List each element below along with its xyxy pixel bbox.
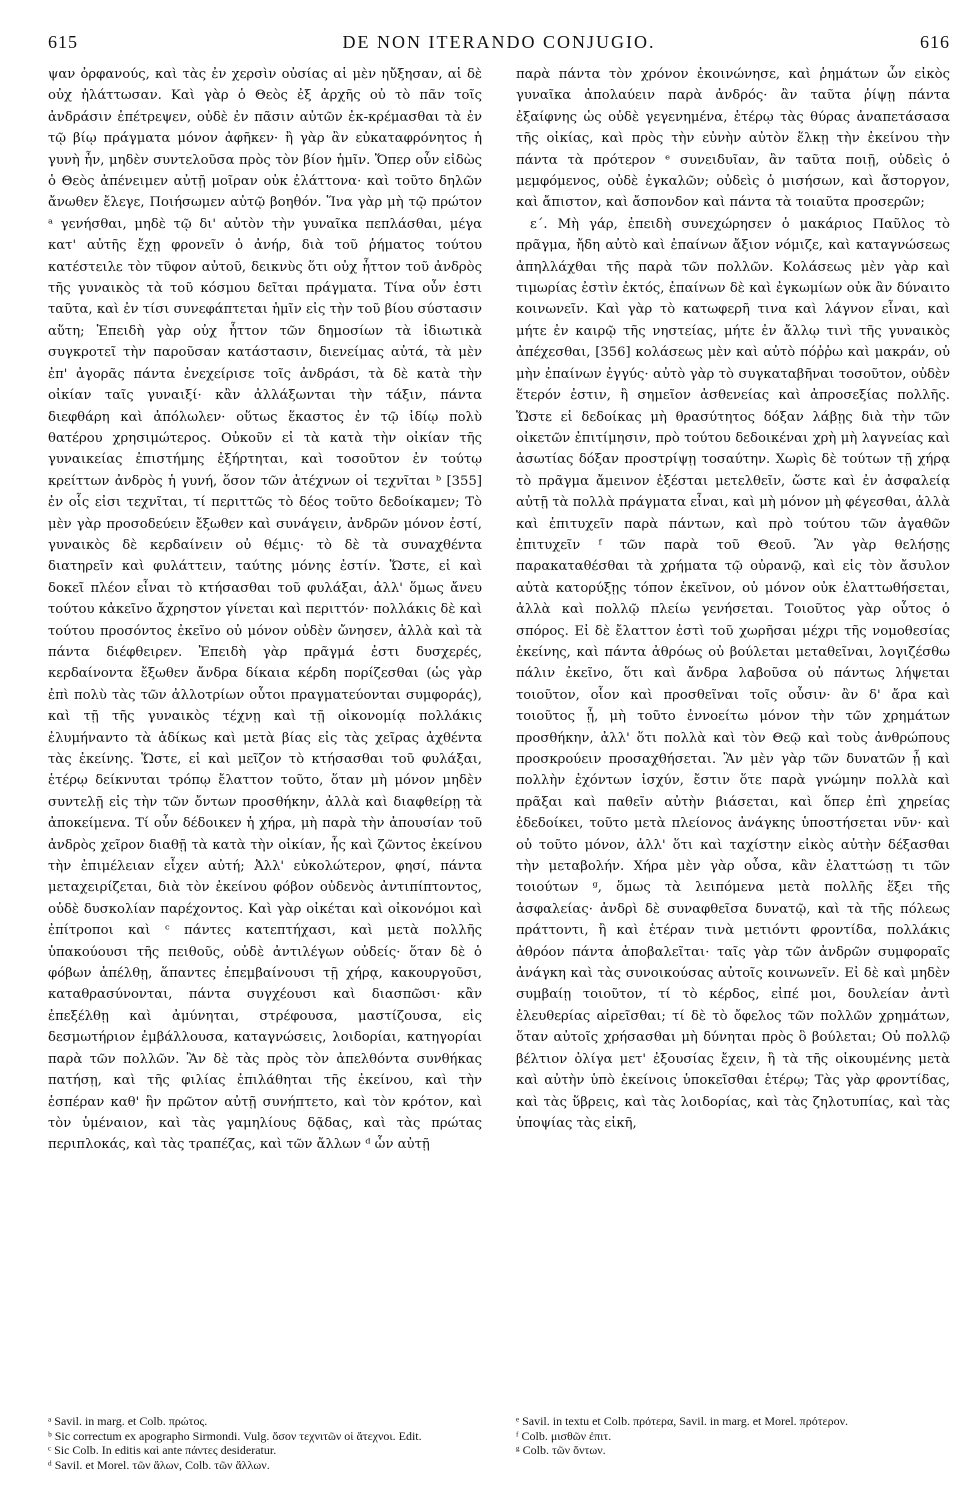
left-column-paragraph: ψαν ὀρφανούς, καὶ τὰς ἐν χερσὶν οὐσίας αἱ μὲν ηὔξησαν, αἱ δὲ οὐχ ἠλάττωσαν. Καὶ γὰρ ὁ Θεὸς ἐξ ἀρχῆς οὐ τὸ πᾶν τοῖς ἀνδράσιν ἐπέτρεψεν, οὐδὲ ἐν πᾶσιν αὐτῶν ἐκ-κρέμασθαι τὰ ἐν τῷ βίῳ πράγματα μόνον ἀφῆκεν· ἢ γὰρ ἂν εὐκαταφρόνητος ἡ γυνὴ ἦν, μηδὲν συντελοῦσα πρὸς τὸν βίον ἡμῖν. Ὅπερ οὖν εἰδὼς ὁ Θεὸς ἀπένειμεν αὐτῇ μοῖραν οὐκ ἐλάττονα· καὶ τοῦτο δηλῶν ἄνωθεν ἔλεγε, Ποιήσωμεν αὐτῷ βοηθόν. Ἵνα γὰρ μὴ τῷ πρώτον ᵃ γενήσθαι, μηδὲ τῷ δι' αὐτὸν τὴν γυναῖκα πεπλάσθαι, μέγα κατ' αὐτῆς ἔχῃ φρονεῖν ὁ ἀνήρ, διὰ τοῦ ῥήματος τούτου κατέστειλε τὸν τῦφον αὐτοῦ, δεικνὺς ὅτι οὐχ ἧττον τοῦ ἀνδρὸς τῆς γυναικὸς τὰ τοῦ κόσμου δεῖται πράγματα. Τίνα οὖν ἐστι ταῦτα, καὶ ἐν τίσι συνεφάπτεται ἡμῖν εἰς τὴν τοῦ βίου σύστασιν αὕτη; Ἐπειδὴ γὰρ οὐχ ἧττον τῶν δημοσίων τὰ ἰδιωτικὰ συγκροτεῖ τὴν παροῦσαν κατάστασιν, διενείμας αὐτά, τὰ μὲν ἐπ' ἀγορᾶς πάντα ἐνεχείρισε τοῖς ἀνδράσι, τὰ δὲ κατὰ τὴν οἰκίαν ταῖς γυναιξί· κἂν ἀλλάξωνται τὴν τάξιν, πάντα διεφθάρη καὶ ἀπόλωλεν· οὕτως ἕκαστος ἐν τῷ ἰδίῳ πολὺ θατέρου χρησιμώτερος. Οὐκοῦν εἰ τὰ κατὰ τὴν οἰκίαν τῆς γυναικείας ἐπιστήμης ἐξήρτηται, καὶ τοσοῦτον ἐν τούτῳ κρείττων ἀνδρὸς ἡ γυνή, ὅσον τῶν ἀτέχνων οἱ τεχνῖται ᵇ [355] ἐν οἷς εἰσι τεχνῖται, τί περιττῶς τὸ δέος τοῦτο δεδοίκαμεν; Τὸ μὲν γὰρ προσοδεύειν ἔξωθεν καὶ συνάγειν, ἀνδρῶν μόνον ἐστί, γυναικὸς δὲ κερδαίνειν οὐ θέμις· τὸ δὲ τὰ συναχθέντα διατηρεῖν καὶ φυλάττειν, ταύτης μόνης ἐστίν. Ὥστε, εἰ καὶ δοκεῖ πλέον εἶναι τὸ κτήσασθαι τοῦ φυλάξαι, ἀλλ' ὅμως ἄνευ τούτου κἀκεῖνο ἄχρηστον γίνεται καὶ περιττόν· πολλάκις δὲ καὶ τούτου προσόντος ἐκεῖνο οὐ μόνον οὐδὲν ὤνησεν, ἀλλὰ καὶ τὰ πάντα διέφθειρεν. Ἐπειδὴ γὰρ πρᾶγμά ἐστι δυσχερές, κερδαίνοντα ἔξωθεν ἄνδρα δίκαια κέρδη πορίζεσθαι (ὡς γὰρ ἐπὶ πολὺ τὰς τῶν ἀλλοτρίων οὗτοι πραγματεύονται συμφοράς), καὶ τῇ τῆς γυναικὸς τέχνῃ καὶ τῇ οἰκονομίᾳ πολλάκις ἐλυμήναντο τὰ ἀδίκως καὶ μετὰ βίας εἰς τὰς χεῖρας ἀχθέντα τὰς ἐκείνης. Ὥστε, εἰ καὶ μεῖζον τὸ κτήσασθαι τοῦ φυλάξαι, ἑτέρῳ δείκνυται τρόπῳ ἔλαττον τοῦτο, ὅταν μὴ μόνον μηδὲν συντελῇ εἰς τὴν τῶν ὄντων προσθήκην, ἀλλὰ καὶ διαφθείρῃ τὰ ἀποκείμενα. Τί οὖν δέδοικεν ἡ χήρα, μὴ παρὰ τὴν ἀπουσίαν τοῦ ἀνδρὸς χεῖρον διαθῇ τὰ κατὰ τὴν οἰκίαν, ἧς καὶ ζῶντος ἐκείνου τὴν ἐπιμέλειαν εἶχεν αὐτή; Ἀλλ' εὐκολώτερον, φησί, πάντα μεταχειρίζεται, διὰ τὸν ἐκείνου φόβον οὐδενὸς ἀντιπίπτοντος, οὐδὲ δυσκολίαν παρέχοντος. Καὶ γὰρ οἰκέται καὶ οἰκονόμοι καὶ ἐπίτροποι καὶ ᶜ πάντες κατεπτήχασι, καὶ μετὰ πολλῆς ὑπακούουσι τῆς πειθοῦς, οὐδὲ ἀντιλέγων οὐδείς· ὅταν δὲ ὁ φόβων ἀπέλθῃ, ἅπαντες ἐπεμβαίνουσι τῇ χήρᾳ, κακουργοῦσι, καταθρασύνονται, πάντα συγχέουσι καὶ διασπῶσι· κἂν ἐπεξέλθῃ καὶ ἀμύνηται, στρέφουσα, μαστίζουσα, εἰς δεσμωτήριον ἐμβάλλουσα, καταγνώσεις, λοιδορίαι, κατηγορίαι παρὰ τῶν πολλῶν. Ἂν δὲ τὰς πρὸς τὸν ἀπελθόντα συνθήκας πατήσῃ, καὶ τῆς φιλίας ἐπιλάθηται τῆς ἐκείνου, καὶ τὴν ἑσπέραν καθ' ἣν πρῶτον αὐτῇ συνήπτετο, καὶ τὸν κρότον, καὶ τὸν ὑμέναιον, καὶ τὰς γαμηλίους δᾷδας, καὶ τὰς πρώτας περιπλοκάς, καὶ τὰς τραπέζας, καὶ τῶν ἄλλων ᵈ ὧν αὐτῇ [48,67,482,1153]
page-number-left: 615 [48,32,78,52]
page-number-right: 616 [920,32,950,52]
footnote: ᶠ Colb. μισθῶν ἐπιτ. [516,1428,612,1443]
footnotes [48,1414,950,1472]
footnotes-left [48,1414,482,1472]
footnote: ᵍ Colb. τῶν ὄντων. [516,1443,606,1457]
text-columns [48,64,950,1414]
left-column [48,64,482,1414]
footnote: ᵇ Sic correctum ex apographo Sirmondi. Vulg. ὅσον τεχνιτῶν οἱ ἄτεχνοι. Edit. [48,1428,422,1443]
footnote: ᵈ Savil. et Morel. τῶν ἄλων, Colb. τῶν ἄλλων. [48,1457,270,1472]
footnote: ᶜ Sic Colb. In editis καὶ ante πάντες desideratur. [48,1443,277,1457]
footnote: ᵉ Savil. in textu et Colb. πρότερα, Savil. in marg. et Morel. πρότερον. [516,1414,849,1428]
running-title: DE NON ITERANDO CONJUGIO. [342,32,656,52]
right-column [516,64,950,1414]
right-column-paragraph: ε΄. Μὴ γάρ, ἐπειδὴ συνεχώρησεν ὁ μακάριος Παῦλος τὸ πρᾶγμα, ἤδη αὐτὸ καὶ ἐπαίνων ἄξιον νόμιζε, καὶ καταγνώσεως ἀπηλλάχθαι τῆς παρὰ τῶν πολλῶν. Κολάσεως μὲν γὰρ καὶ τιμωρίας ἐστὶν ἐκτός, ἐπαίνων δὲ καὶ ἐγκωμίων οὐκ ἂν δύναιτο κοινωνεῖν. Καὶ γὰρ τὸ κατωφερῆ τινα καὶ λάγνον εἶναι, καὶ μήτε ἐν καιρῷ τῆς νηστείας, μήτε ἐν ἄλλῳ τινὶ τῆς γυναικὸς ἀπέχεσθαι, [356] κολάσεως μὲν καὶ αὐτὸ πόῤῥω καὶ μακράν, οὐ μὴν ἐπαίνων ἐγγύς· αὐτὸ γὰρ τὸ συγκαταβῆναι τοσοῦτον, οὐδὲν ἕτερόν ἐστιν, ἢ σημεῖον ἀσθενείας καὶ ἀπροσεξίας πολλῆς. Ὥστε εἰ δεδοίκας μὴ θρασύτητος δόξαν λάβῃς διὰ τὴν τῶν οἰκετῶν ἐπιτίμησιν, πρὸ τούτου δεδοικέναι χρὴ μὴ λαγνείας καὶ ἀσωτίας δόξαν προστρίψῃ τοσαύτην. Χωρὶς δὲ τούτων τῇ χήρᾳ τὸ πρᾶγμα ἄμεινον ἐξέσται μετελθεῖν, ὥστε καὶ ἐν ἀσφαλείᾳ αὐτῇ τὰ πολλὰ πράγματα εἶναι, καὶ μὴ μόνον μὴ φέγεσθαι, ἀλλὰ καὶ ἐπιτυχεῖν παρὰ πάντων, καὶ πρὸ τούτου τῶν ἀγαθῶν ἐπιτυχεῖν ᶠ τῶν παρὰ τοῦ Θεοῦ. Ἂν γὰρ θελήσῃς παρακαταθέσθαι τὰ χρήματα τῷ οὐρανῷ, καὶ εἰς τὸν ἄσυλον αὐτὰ κατορύξῃς τόπον ἐκεῖνον, οὐ μόνον οὐκ ἐλαττωθήσεται, ἀλλὰ καὶ πολλῷ πλείω γενήσεται. Τοιοῦτος γὰρ οὗτος ὁ σπόρος. Εἰ δὲ ἔλαττον ἐστὶ τοῦ χωρῆσαι μέχρι τῆς νομοθεσίας ἐκείνης, καὶ πάντα ἀθρόως οὐ βούλεται μεταθεῖναι, λογιζέσθω πάλιν ἐκεῖνο, ὅτι καὶ ἄνδρα λαβοῦσα οὐ πάντως λήψεται τοιοῦτον, οἷον καὶ προσθεῖναι τοῖς οὖσιν· ἂν δ' ἄρα καὶ τοιοῦτος ᾖ, μὴ τοῦτο ἐννοείτω μόνον τὴν τῶν χρημάτων προσθήκην, ἀλλ' ὅτι πολλὰ καὶ τὸν Θεῷ καὶ τοὺς ἀνθρώπους προσκρούειν προσαχθήσεται. Ἂν μὲν γὰρ τῶν δυνατῶν ᾖ καὶ πολλὴν ἐχόντων ἰσχύν, ἔστιν ὅτε παρὰ γνώμην πολλὰ καὶ πρᾶξαι καὶ παθεῖν αὐτὴν βιάσεται, καὶ ὅπερ ἐπὶ χηρείας ἐδεδοίκει, τοῦτο μετὰ πλείονος ἀνάγκης ὑποστήσεται νῦν· καὶ οὐ τοῦτο μόνον, ἀλλ' ὅτι καὶ ταχίστην εἰκὸς αὐτὴν δέξασθαι τὴν μεταβολήν. Χήρα μὲν γὰρ οὖσα, κἂν ἐλαττώσῃ τι τῶν τοιούτων ᵍ, ὅμως τὰ λειπόμενα μετὰ πολλῆς ἕξει τῆς ἀσφαλείας· ἀνδρὶ δὲ συναφθεῖσα δυνατῷ, καὶ τὰ τῆς πόλεως πράττοντι, ἢ καὶ ἑτέραν τινὰ μετιόντι φροντίδα, πολλάκις ἀθρόον πάντα ἀποβαλεῖται· ταῖς γὰρ τῶν ἀνδρῶν συμφοραῖς ἀνάγκη καὶ τὰς συνοικούσας αὐτοῖς κοινωνεῖν. Εἰ δὲ καὶ μηδὲν συμβαίῃ τοιοῦτον, τί τὸ κέρδος, εἰπέ μοι, δουλείαν ἀντὶ ἐλευθερίας αἱρεῖσθαι; τί δὲ τὸ ὄφελος τῶν πολλῶν χρημάτων, ὅταν αὐτοῖς χρήσασθαι μὴ δύνηται πρὸς ὃ βούλεται; Οὐ πολλῷ βέλτιον ὀλίγα μετ' ἐξουσίας ἔχειν, ἢ τὰ τῆς οἰκουμένης μετὰ καὶ αὐτὴν ὑπὸ ἐκείνοις ὑποκεῖσθαι ἑτέρῳ; Τὰς γὰρ φροντίδας, καὶ τὰς ὕβρεις, καὶ τὰς λοιδορίας, καὶ τὰς ζηλοτυπίας, καὶ τὰς ὑποψίας τὰς εἰκῆ, [516,216,950,1131]
right-column-paragraph: παρὰ πάντα τὸν χρόνον ἐκοινώνησε, καὶ ῥημάτων ὧν εἰκὸς γυναῖκα ἀπολαύειν παρὰ ἀνδρός· ἂν ταῦτα ῥίψῃ πάντα ἐξαίφνης ὡς οὐδὲ γεγενημένα, ἑτέρῳ τὰς θύρας ἀναπετάσασα τῆς οἰκίας, καὶ πρὸς τὴν εὐνὴν αὐτὸν ἕλκῃ τὴν ἐκείνου τὴν πάντα τὰ πρότερον ᵉ συνειδυῖαν, ἂν ταῦτα ποιῇ, οὐδεὶς ὁ μεμφόμενος, οὐδὲ ἐγκαλῶν; οὐδεὶς ὁ μισήσων, καὶ ἄστοργον, καὶ ἄπιστον, καὶ ἄσπονδον καὶ πάντα τὰ τοιαῦτα προσερῶν; [516,67,950,211]
footnotes-right [516,1414,950,1472]
page-header [48,32,950,60]
footnote: ᵃ Savil. in marg. et Colb. πρώτος. [48,1414,208,1428]
